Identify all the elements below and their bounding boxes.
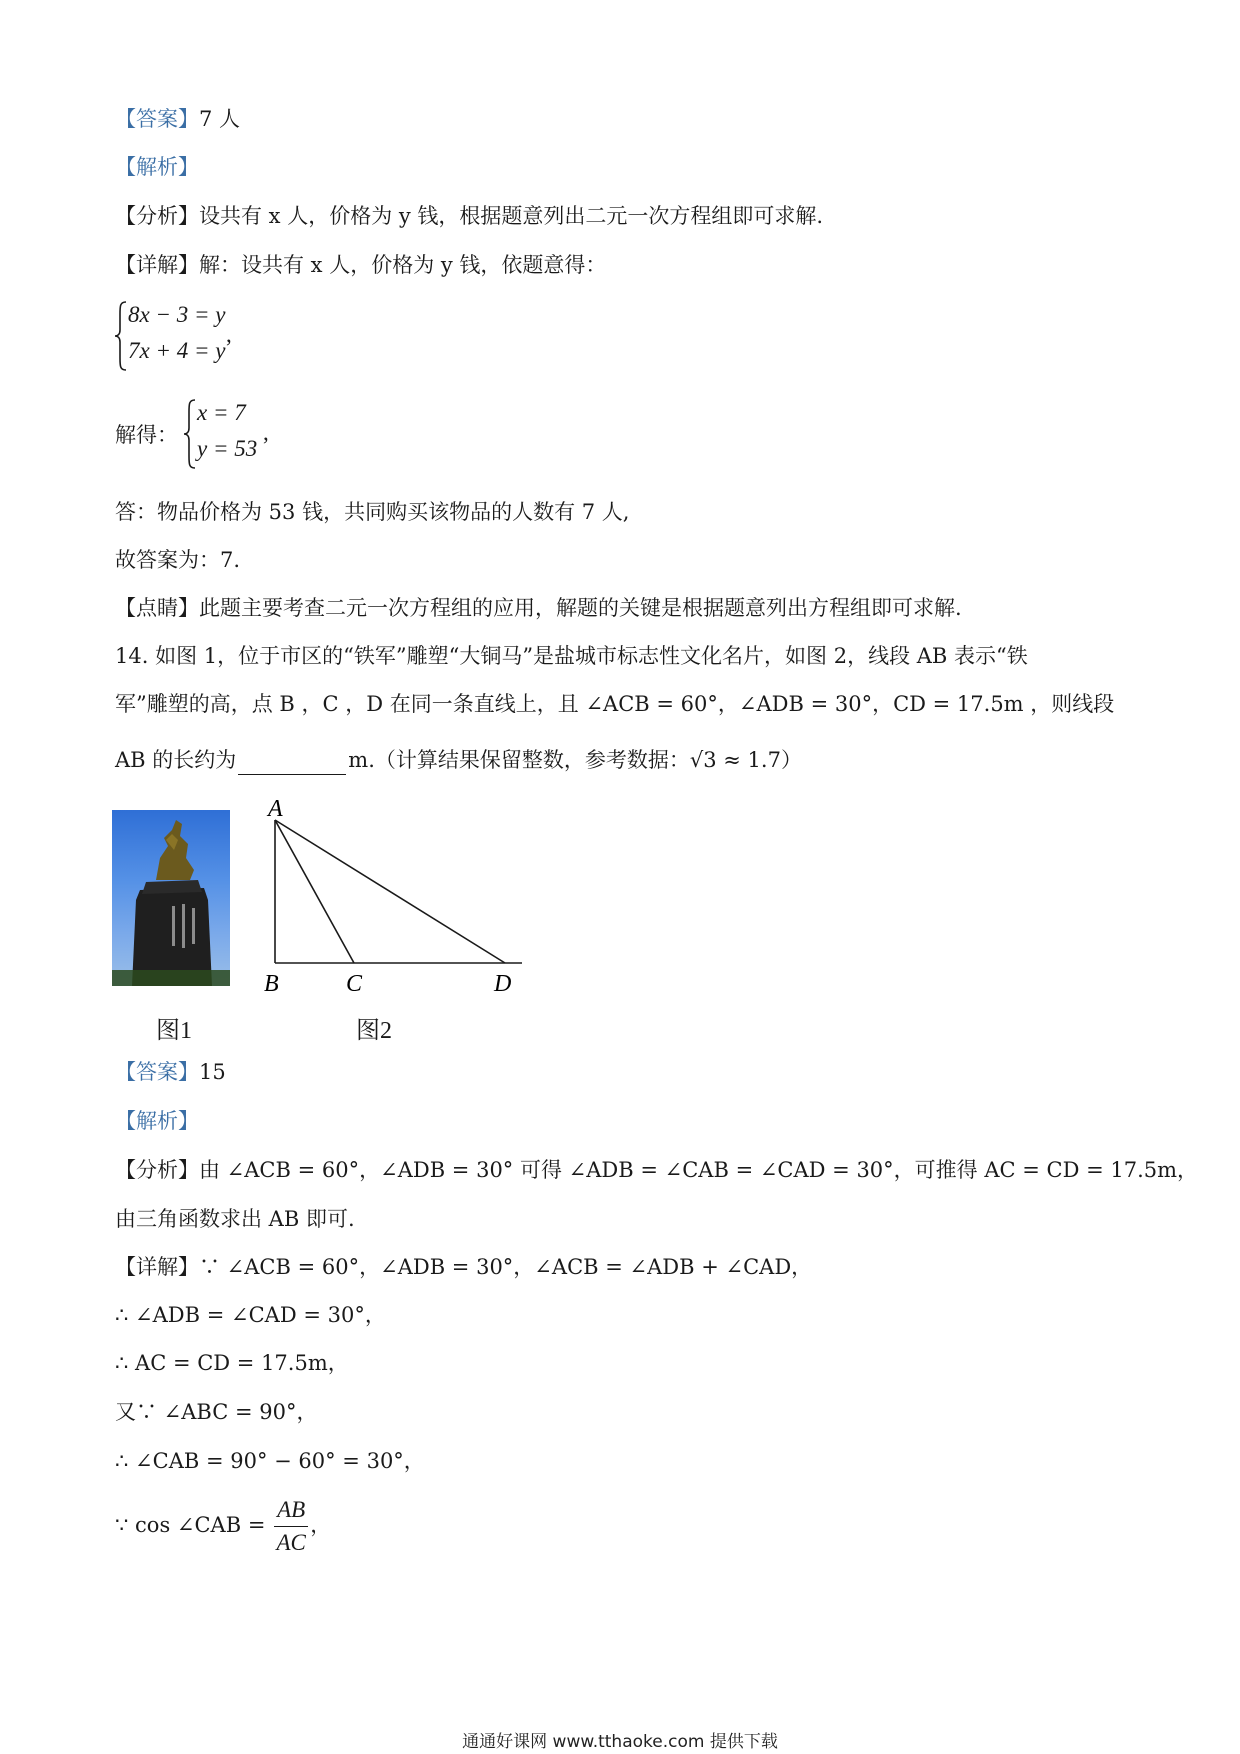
figure-1-caption: 图1 <box>156 1018 192 1044</box>
label-c: C <box>346 971 363 997</box>
xiangjie-tag: 【详解】 <box>115 253 199 277</box>
q14-analysis-tag: 【解析】 <box>115 1109 199 1133</box>
triangle-diagram <box>250 798 530 998</box>
q13-xiangjie-line <box>115 250 606 280</box>
q14-stem-line2: 军”雕塑的高，点 B ，C ，D 在同一条直线上，且 ∠ACB = 60°，∠ADB = 30°，CD = 17.5m ，则线段 <box>115 692 1115 716</box>
solve-label: 解得： <box>115 423 178 447</box>
answer-tag: 【答案】 <box>115 1060 199 1084</box>
answer-value: 15 <box>199 1060 226 1084</box>
answer-blank <box>238 754 346 775</box>
step-1: ∵ ∠ACB = 60°，∠ADB = 30°，∠ACB = ∠ADB + ∠CAD， <box>199 1255 813 1279</box>
equation-system <box>114 300 264 380</box>
xiangjie-tag: 【详解】 <box>115 1255 199 1279</box>
fraction-numerator: AB <box>274 1494 308 1527</box>
fenxi-text: 设共有 x 人，价格为 y 钱，根据题意列出二元一次方程组即可求解. <box>199 204 824 228</box>
statue-illustration <box>112 810 230 986</box>
q13-final-answer: 故答案为：7. <box>115 548 241 572</box>
figure-2-caption: 图2 <box>356 1018 392 1044</box>
page-footer: 通通好课网 www.tthaoke.com 提供下载 <box>462 1732 778 1752</box>
q14-stem-line1: 14. 如图 1，位于市区的“铁军”雕塑“大铜马”是盐城市标志性文化名片，如图 2，线段 AB 表示“铁 <box>115 644 1028 668</box>
equation-tail: , <box>226 322 232 347</box>
fenxi-text: 由 ∠ACB = 60°，∠ADB = 30° 可得 ∠ADB = ∠CAB = ∠CAD = 30°，可推得 AC = CD = 17.5m， <box>199 1158 1199 1182</box>
q14-fenxi-line1 <box>115 1155 1198 1185</box>
left-brace-icon <box>114 300 128 372</box>
solution-y: y = 53 <box>197 436 258 461</box>
segment-ac <box>275 820 354 963</box>
q14-fenxi-line2: 由三角函数求出 AB 即可. <box>115 1207 355 1231</box>
segment-ad <box>275 820 505 963</box>
solution-x: x = 7 <box>197 400 246 425</box>
statue-photo <box>112 810 230 986</box>
q14-stem-line3: AB 的长约为 m.（计算结果保留整数，参考数据：√3 ≈ 1.7） <box>115 745 802 775</box>
q13-answer-line <box>115 104 240 134</box>
label-d: D <box>494 971 512 997</box>
label-b: B <box>264 971 279 997</box>
xiangjie-text: 解：设共有 x 人，价格为 y 钱，依题意得： <box>199 253 607 277</box>
step-6: ∵ cos ∠CAB = $\frac{AB}{AC}$ ， <box>115 1490 331 1560</box>
solution-tail: , <box>263 420 269 445</box>
fraction-ab-over-ac <box>274 1494 308 1559</box>
solution-system <box>183 398 293 478</box>
fraction-denominator: AC <box>276 1530 306 1555</box>
dianjing-text: 此题主要考查二元一次方程组的应用，解题的关键是根据题意列出方程组即可求解. <box>199 596 962 620</box>
fenxi-tag: 【分析】 <box>115 204 199 228</box>
label-a: A <box>268 798 283 822</box>
q13-answer-sentence: 答：物品价格为 53 钱，共同购买该物品的人数有 7 人, <box>115 500 630 524</box>
equation-2: 7x + 4 = y <box>128 338 226 363</box>
answer-value: 7 人 <box>199 107 241 131</box>
step-4: 又∵ ∠ABC = 90°， <box>115 1400 318 1424</box>
q14-answer-line <box>115 1057 226 1087</box>
q13-dianjing-line <box>115 593 962 623</box>
dianjing-tag: 【点睛】 <box>115 596 199 620</box>
equation-1: 8x − 3 = y <box>128 302 226 327</box>
q14-xiangjie-line <box>115 1252 812 1282</box>
step-2: ∴ ∠ADB = ∠CAD = 30°， <box>115 1303 386 1327</box>
q13-fenxi-line <box>115 201 823 231</box>
step-3: ∴ AC = CD = 17.5m， <box>115 1351 349 1375</box>
q13-analysis-tag: 【解析】 <box>115 155 199 179</box>
answer-tag: 【答案】 <box>115 107 199 131</box>
left-brace-icon <box>183 398 197 470</box>
fenxi-tag: 【分析】 <box>115 1158 199 1182</box>
step-5: ∴ ∠CAB = 90° − 60° = 30°， <box>115 1449 425 1473</box>
